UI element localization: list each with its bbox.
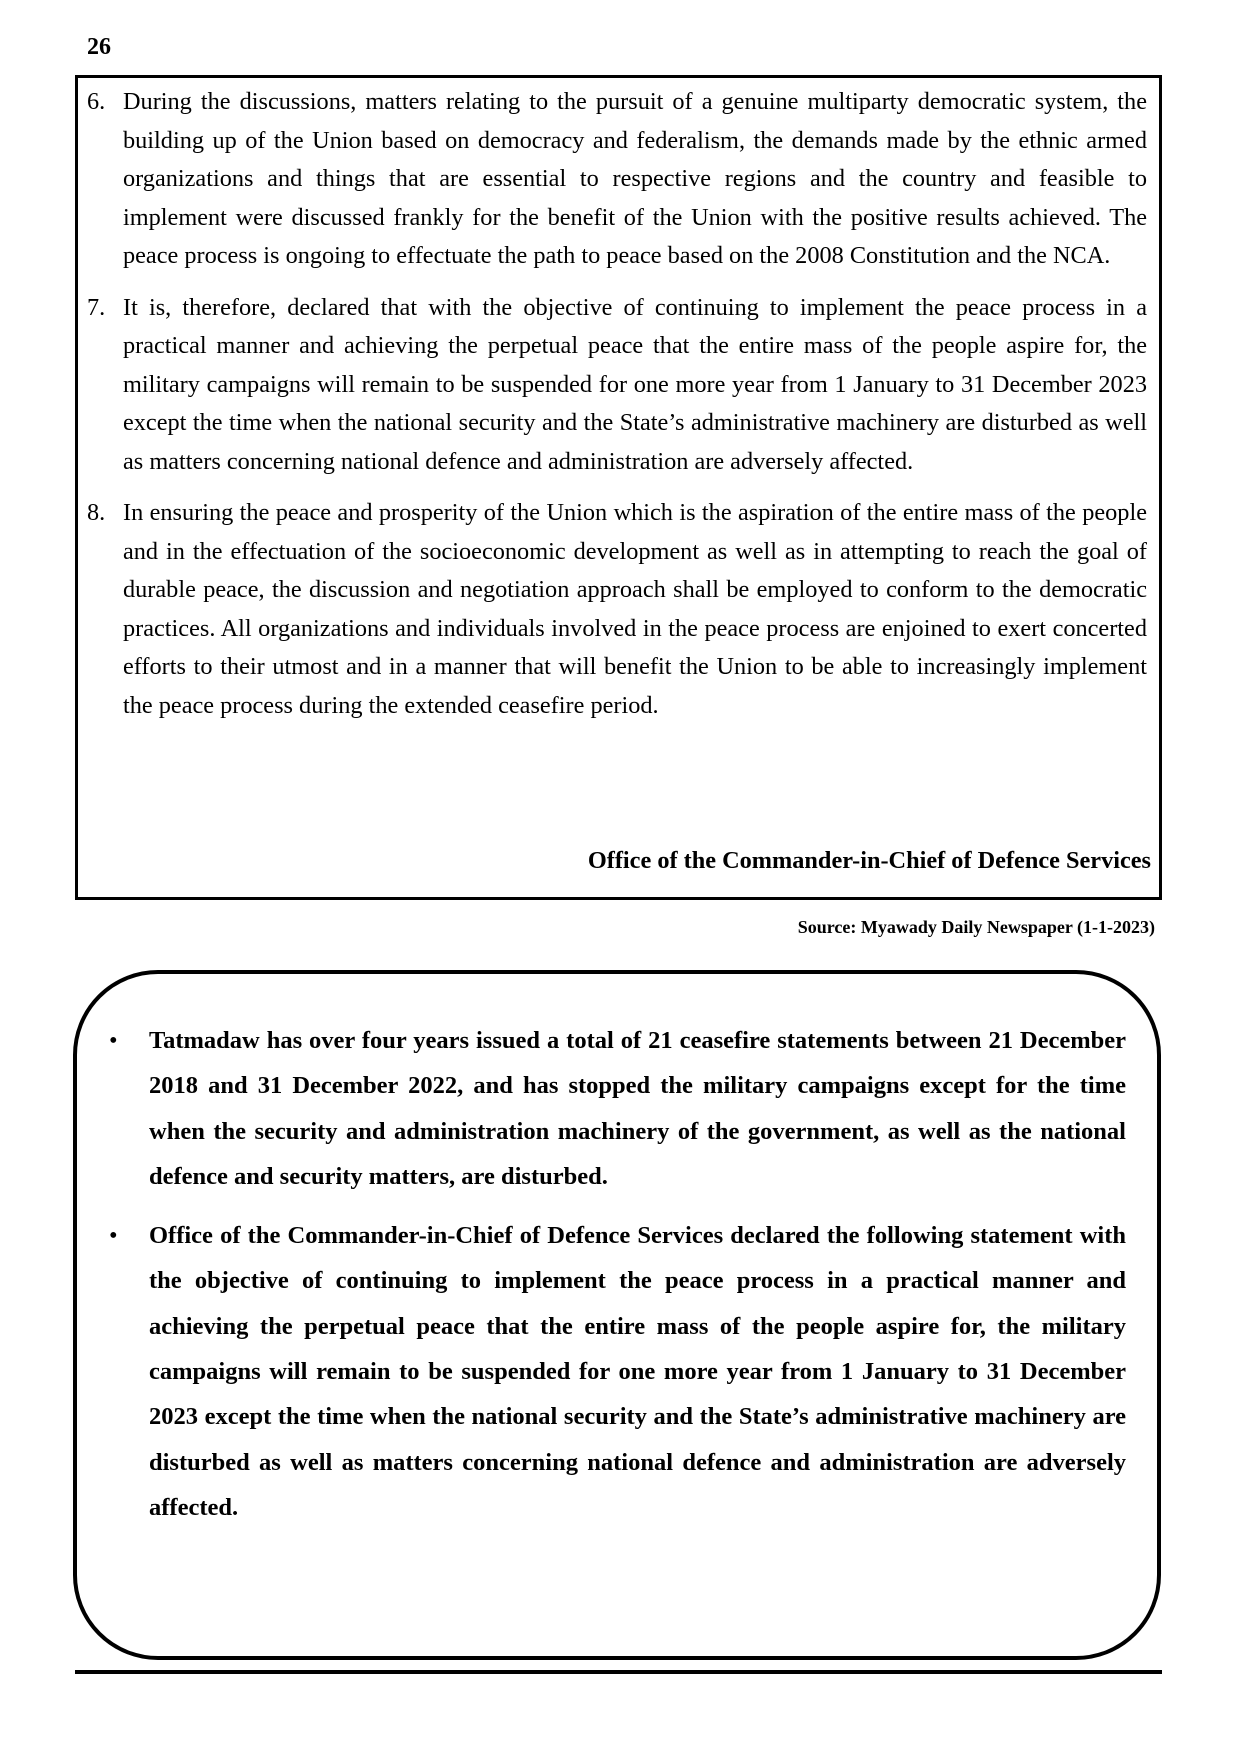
summary-bullets [107, 1018, 1126, 1544]
statement-item-6 [87, 83, 1147, 276]
footer-rule [75, 1670, 1162, 1674]
item-text: It is, therefore, declared that with the objective of continuing to implement the peace process in a practical manner and achieving the perpetual peace that the entire mass of the people aspire for, the military campaigns will remain to be suspended for one more year from 1 January to 31 December 2023 except the time when the national security and the State’s administrative machinery are disturbed as well as matters concerning national defence and administration are adversely affected. [123, 293, 1147, 475]
item-text: In ensuring the peace and prosperity of the Union which is the aspiration of the entire mass of the people and in the effectuation of the socioeconomic development as well as in attempting to reach the goal of durable peace, the discussion and negotiation approach shall be employed to conform to the democratic practices. All organizations and individuals involved in the peace process are enjoined to exert concerted efforts to their utmost and in a manner that will benefit the Union to be able to increasingly implement the peace process during the extended ceasefire period. [123, 499, 1147, 719]
bullet-text: Office of the Commander-in-Chief of Defence Services declared the following statement with the objective of continuing to implement the peace process in a practical manner and achieving the perpetual peace that the entire mass of the people aspire for, the military campaigns will remain to be suspended for one more year from 1 January to 31 December 2023 except the time when the national security and the State’s administrative machinery are disturbed as well as matters concerning national defence and administration are adversely affected. [149, 1222, 1126, 1521]
summary-bullet [107, 1213, 1126, 1530]
item-number: 7. [87, 293, 106, 321]
page-number: 26 [87, 34, 111, 60]
statement-item-7 [87, 289, 1147, 482]
item-text: During the discussions, matters relating to the pursuit of a genuine multiparty democratic system, the building up of the Union based on democracy and federalism, the demands made by the ethnic armed organizations and things that are essential to respective regions and the country and feasible to implement were discussed frankly for the benefit of the Union with the positive results achieved. The peace process is ongoing to effectuate the path to peace based on the 2008 Constitution and the NCA. [123, 88, 1147, 269]
summary-box [73, 970, 1161, 1660]
statement-box [75, 75, 1162, 900]
summary-bullet [107, 1018, 1126, 1199]
signature: Office of the Commander-in-Chief of Defence Services [587, 847, 1151, 874]
item-number: 6. [87, 88, 106, 115]
source-citation: Source: Myawady Daily Newspaper (1-1-2023) [797, 917, 1155, 937]
item-number: 8. [87, 499, 106, 526]
bullet-icon: • [109, 1027, 118, 1054]
statement-item-8 [87, 494, 1147, 725]
bullet-text: Tatmadaw has over four years issued a total of 21 ceasefire statements between 21 December 2018 and 31 December 2022, and has stopped the military campaigns except for the time when the security and administration machinery of the government, as well as the national defence and security matters, are disturbed. [149, 1027, 1126, 1190]
statement-items [87, 83, 1147, 738]
bullet-icon: • [109, 1222, 118, 1250]
